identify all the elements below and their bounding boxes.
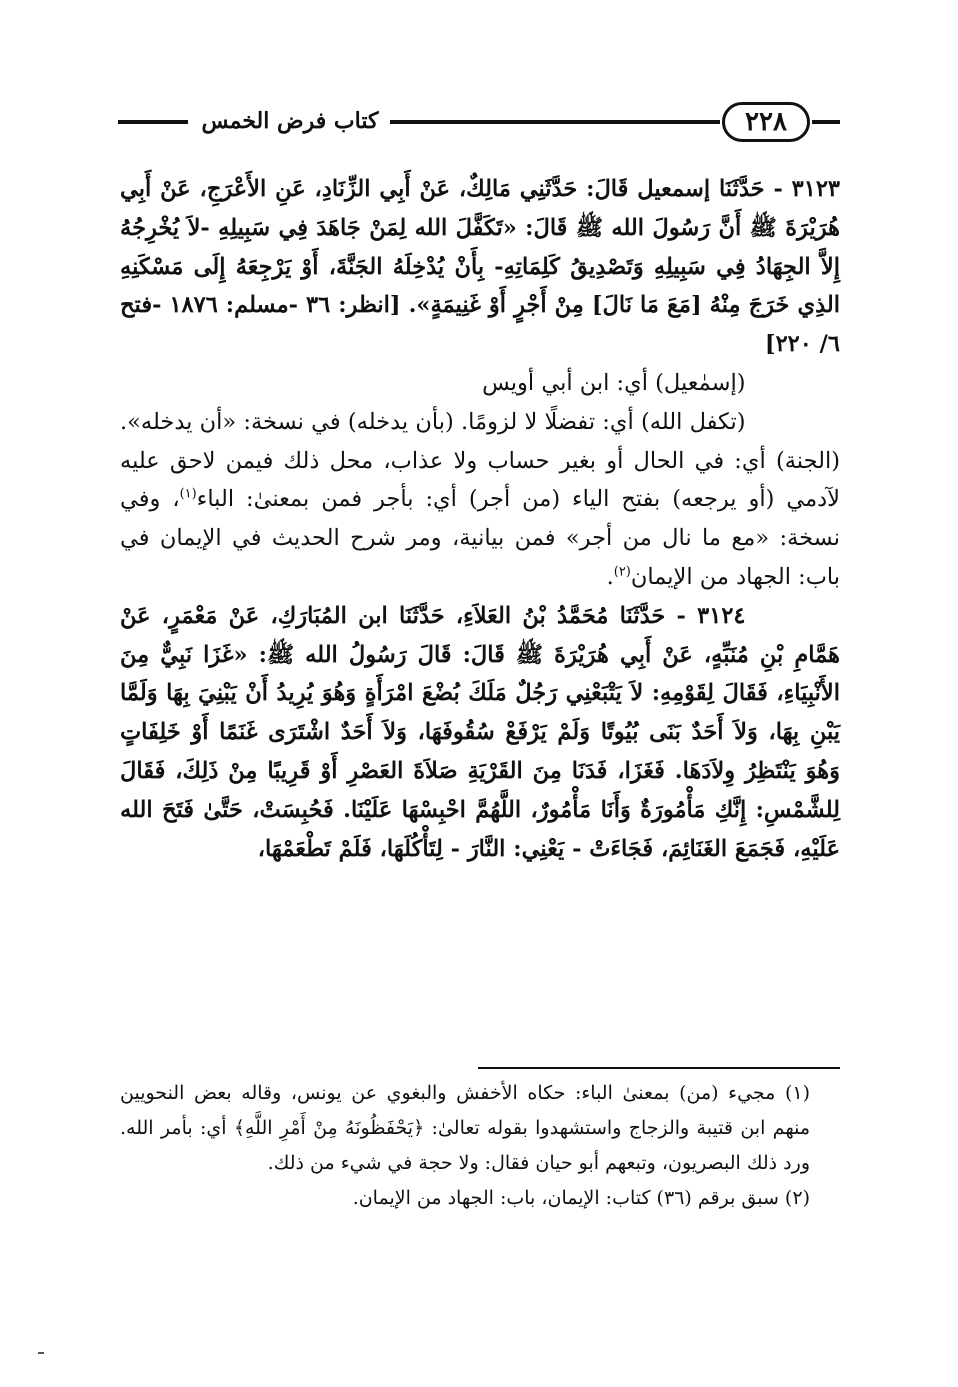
footnote-1: (١) مجيء (من) بمعنىٰ الباء: حكاه الأخفش والبغوي عن يونس، وقاله بعض النحويين منهم ابن قتيبة والزجاج واستشهدوا بقوله تعالىٰ: ﴿يَحْفَظُونَهُ مِنْ أَمْرِ اللَّهِ﴾ أي: بأمر الله. ورد ذلك البصريون، وتبعهم أبو حيان فقال: ولا حجة في شيء من ذلك. <box>120 1082 810 1174</box>
hadith-3124: ٣١٢٤ - حَدَّثَنَا مُحَمَّدُ بْنُ العَلاَءِ، حَدَّثَنَا ابن المُبَارَكِ، عَنْ مَعْمَرٍ، عَنْ هَمَّامِ بْنِ مُنَبِّهٍ، عَنْ أَبِي هُرَيْرَةَ ﷺ قَالَ: قَالَ رَسُولُ الله ﷺ: «غَزَا نَبِيٌّ مِنَ الأَنْبِيَاءِ، فَقَالَ لِقَوْمِهِ: لاَ يَتْبَعْنِي رَجُلٌ مَلَكَ بُضْعَ امْرَأَةٍ وَهُوَ يُرِيدُ أَنْ يَبْنِيَ بِهَا وَلَمَّا يَبْنِ بِهَا، وَلاَ أَحَدٌ بَنَى بُيُوتًا وَلَمْ يَرْفَعْ سُقُوفَهَا، وَلاَ أَحَدٌ اشْتَرَى غَنَمًا أَوْ خَلِفَاتٍ وَهُوَ يَنْتَظِرُ وِلاَدَهَا. فَغَزَا، فَدَنَا مِنَ القَرْيَةِ صَلاَةَ العَصْرِ أَوْ قَرِيبًا مِنْ ذَلِكَ، فَقَالَ لِلشَّمْسِ: إِنَّكِ مَأْمُورَةٌ وَأَنَا مَأْمُورٌ، اللَّهُمَّ احْبِسْهَا عَلَيْنَا. فَحُبِسَتْ، حَتَّىٰ فَتَحَ الله عَلَيْهِ، فَجَمَعَ الغَنَائِمَ، فَجَاءَتْ - يَعْنِي: النَّارَ - لِتَأْكُلَهَا، فَلَمْ تَطْعَمْهَا، <box>120 602 840 862</box>
header-rule-middle <box>390 120 720 124</box>
main-text <box>120 170 840 868</box>
hadith-3123: ٣١٢٣ - حَدَّثَنَا إسمعيل قَالَ: حَدَّثَنِي مَالِكٌ، عَنْ أَبِي الزِّنَادِ، عَنِ الأَعْرَجِ، عَنْ أَبِي هُرَيْرَةَ ﷺ أَنَّ رَسُولَ الله ﷺ قَالَ: «تَكَفَّلَ الله لِمَنْ جَاهَدَ فِي سَبِيلِهِ -لاَ يُخْرِجُهُ إِلاَّ الجِهَادُ فِي سَبِيلِهِ وَتَصْدِيقُ كَلِمَاتِهِ- بِأَنْ يُدْخِلَهُ الجَنَّةَ، أَوْ يَرْجِعَهُ إِلَى مَسْكَنِهِ الذِي خَرَجَ مِنْهُ [مَعَ مَا نَالَ] مِنْ أَجْرٍ أَوْ غَنِيمَةٍ». [انظر: ٣٦ -مسلم: ١٨٧٦ -فتح ٦/ ٢٢٠] <box>120 176 840 358</box>
page-header <box>118 100 840 150</box>
footnotes <box>120 1076 840 1216</box>
commentary-text-a: (تكفل الله) أي: تفضلًا لا لزومًا. (بأن يدخله) في نسخة: «أن يدخله». (الجنة) أي: في الحال أو بغير حساب ولا عذاب، محل ذلك فيمن لاحق عليه لآدمي (أو يرجعه) بفتح الياء (من أجر) أي: بأجر فمن بمعنىٰ: الباء <box>120 408 840 513</box>
footnote-ref-2: (٢) <box>613 564 631 580</box>
commentary-text-end: . <box>606 563 614 590</box>
footnote-separator <box>478 1067 840 1069</box>
scan-mark <box>38 1352 44 1354</box>
commentary-text-b: ، وفي نسخة: «مع ما نال من أجر» فمن بيانية، ومر شرح الحديث في الإيمان في باب: الجهاد من الإيمان <box>120 486 840 590</box>
page-number-badge: ٢٢٨ <box>722 102 810 142</box>
footnote-2: (٢) سبق برقم (٣٦) كتاب: الإيمان، باب: الجهاد من الإيمان. <box>352 1187 810 1209</box>
header-rule-right <box>812 120 840 124</box>
commentary-narrator: (إسمٰعيل) أي: ابن أبي أويس <box>482 369 746 396</box>
running-title: كتاب فرض الخمس <box>201 108 379 134</box>
header-rule-left <box>118 120 188 124</box>
footnote-ref-1: (١) <box>179 486 197 502</box>
commentary-explanation <box>120 403 840 597</box>
